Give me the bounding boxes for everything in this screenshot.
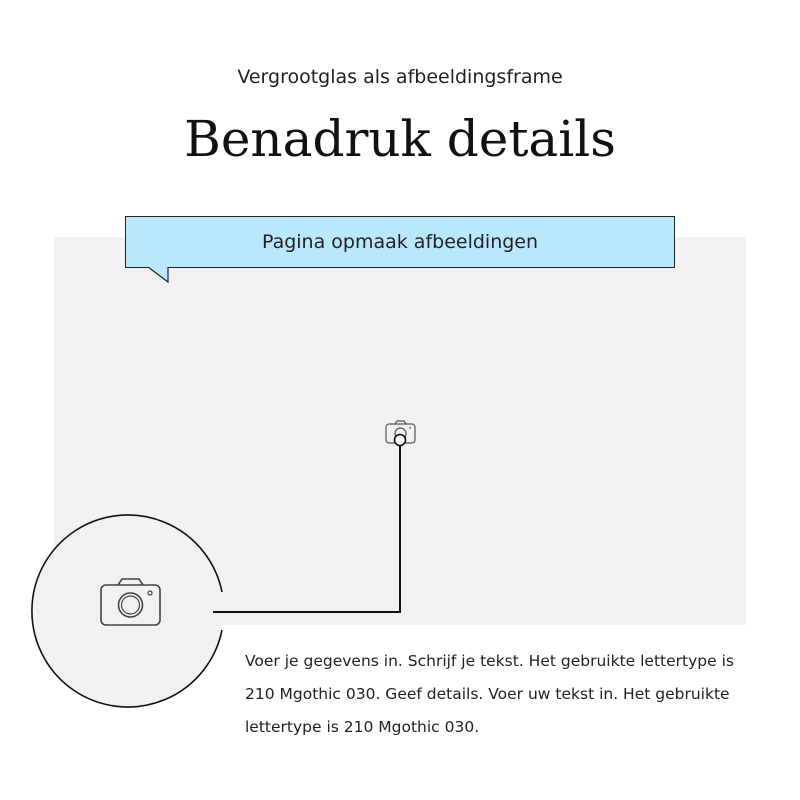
callout-text: Pagina opmaak afbeeldingen — [261, 231, 539, 253]
subtitle: Vergrootglas als afbeeldingsframe — [237, 66, 563, 88]
connector-line — [213, 442, 400, 612]
body-text: Voer je gegevens in. Schrijf je tekst. Het gebruikte lettertype is 210 Mgothic 030. Geef details. Voer uw tekst in. Het gebruikte lettertype is 210 Mgothic 030. — [245, 652, 734, 736]
magnifier-circle — [32, 515, 222, 707]
anchor-dot — [395, 435, 406, 446]
page-title: Benadruk details — [184, 110, 616, 168]
